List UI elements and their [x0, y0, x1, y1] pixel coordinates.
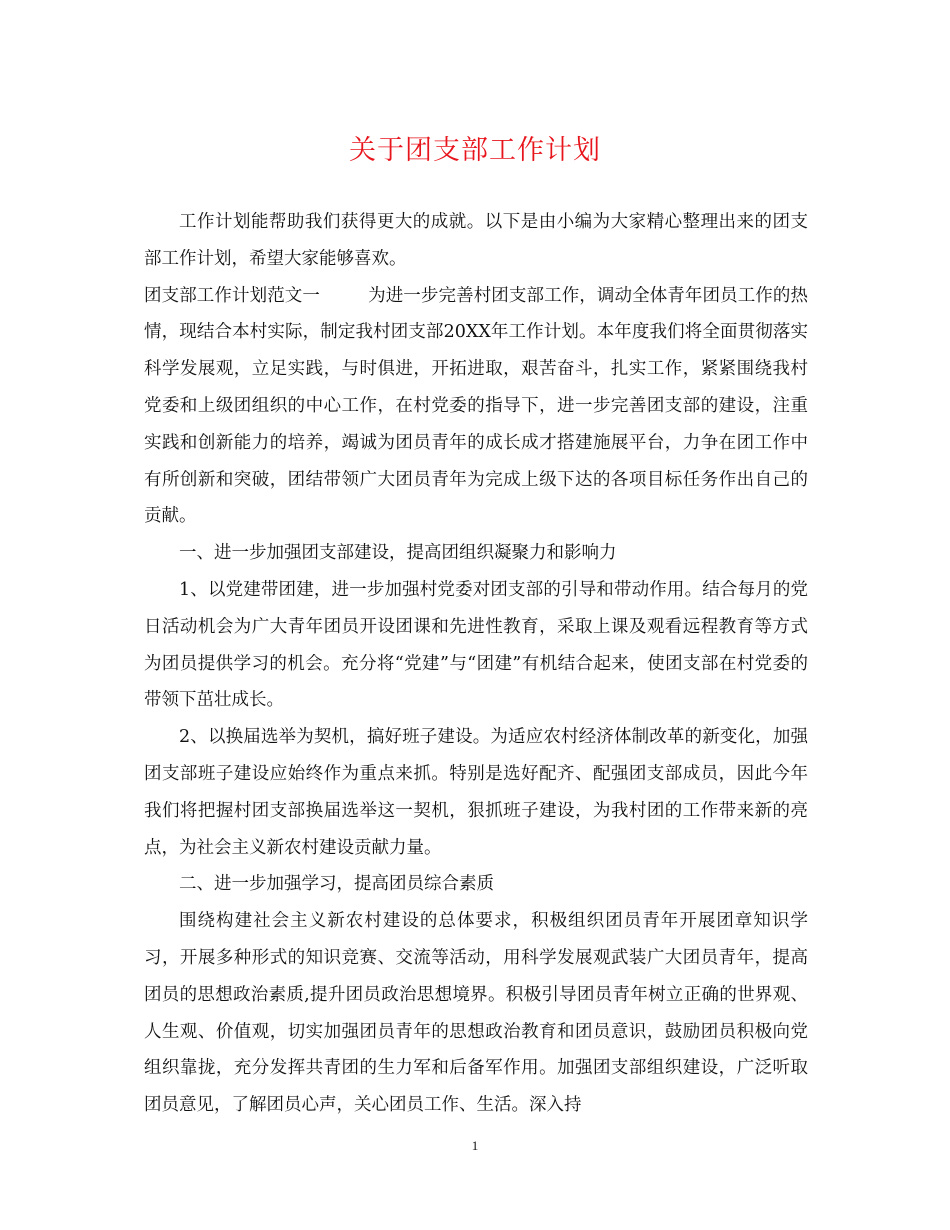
- document-title: 关于团支部工作计划: [349, 135, 601, 166]
- document-body: [144, 204, 808, 1124]
- page-number: 1: [471, 1138, 479, 1153]
- sample-paragraph: [144, 278, 808, 536]
- body-paragraph-3: 围绕构建社会主义新农村建设的总体要求，积极组织团员青年开展团章知识学习，开展多种形式的知识竞赛、交流等活动，用科学发展观武装广大团员青年，提高团员的思想政治素质,提升团员政治思想境界。积极引导团员青年树立正确的世界观、人生观、价值观，切实加强团员青年的思想政治教育和团员意识，鼓励团员积极向党组织靠拢，充分发挥共青团的生力军和后备军作用。加强团支部组织建设，广泛听取团员意见，了解团员心声，关心团员工作、生活。深入持: [144, 911, 808, 1116]
- sample-label: 团支部工作计划范文一: [144, 285, 320, 306]
- list-item-1: 1、以党建带团建，进一步加强村党委对团支部的引导和带动作用。结合每月的党日活动机会为广大青年团员开设团课和先进性教育，采取上课及观看远程教育等方式为团员提供学习的机会。充分将“党建”与“团建”有机结合起来，使团支部在村党委的带领下茁壮成长。: [144, 579, 808, 711]
- section-heading-2: 二、进一步加强学习，提高团员综合素质: [179, 874, 494, 895]
- list-item-2: 2、以换届选举为契机，搞好班子建设。为适应农村经济体制改革的新变化，加强团支部班子建设应始终作为重点来抓。特别是选好配齐、配强团支部成员，因此今年我们将把握村团支部换届选举这一契机，狠抓班子建设，为我村团的工作带来新的亮点，为社会主义新农村建设贡献力量。: [144, 727, 808, 858]
- section-heading-1: 一、进一步加强团支部建设，提高团组织凝聚力和影响力: [179, 543, 617, 564]
- intro-paragraph: 工作计划能帮助我们获得更大的成就。以下是由小编为大家精心整理出来的团支部工作计划，希望大家能够喜欢。: [144, 212, 808, 269]
- sample-text: 为进一步完善村团支部工作，调动全体青年团员工作的热情，现结合本村实际，制定我村团支部20XX年工作计划。本年度我们将全面贯彻落实科学发展观，立足实践，与时俱进，开拓进取，艰苦奋斗，扎实工作，紧紧围绕我村党委和上级团组织的中心工作，在村党委的指导下，进一步完善团支部的建设，注重实践和创新能力的培养，竭诚为团员青年的成长成才搭建施展平台，力争在团工作中有所创新和突破，团结带领广大团员青年为完成上级下达的各项目标任务作出自己的贡献。: [144, 285, 808, 527]
